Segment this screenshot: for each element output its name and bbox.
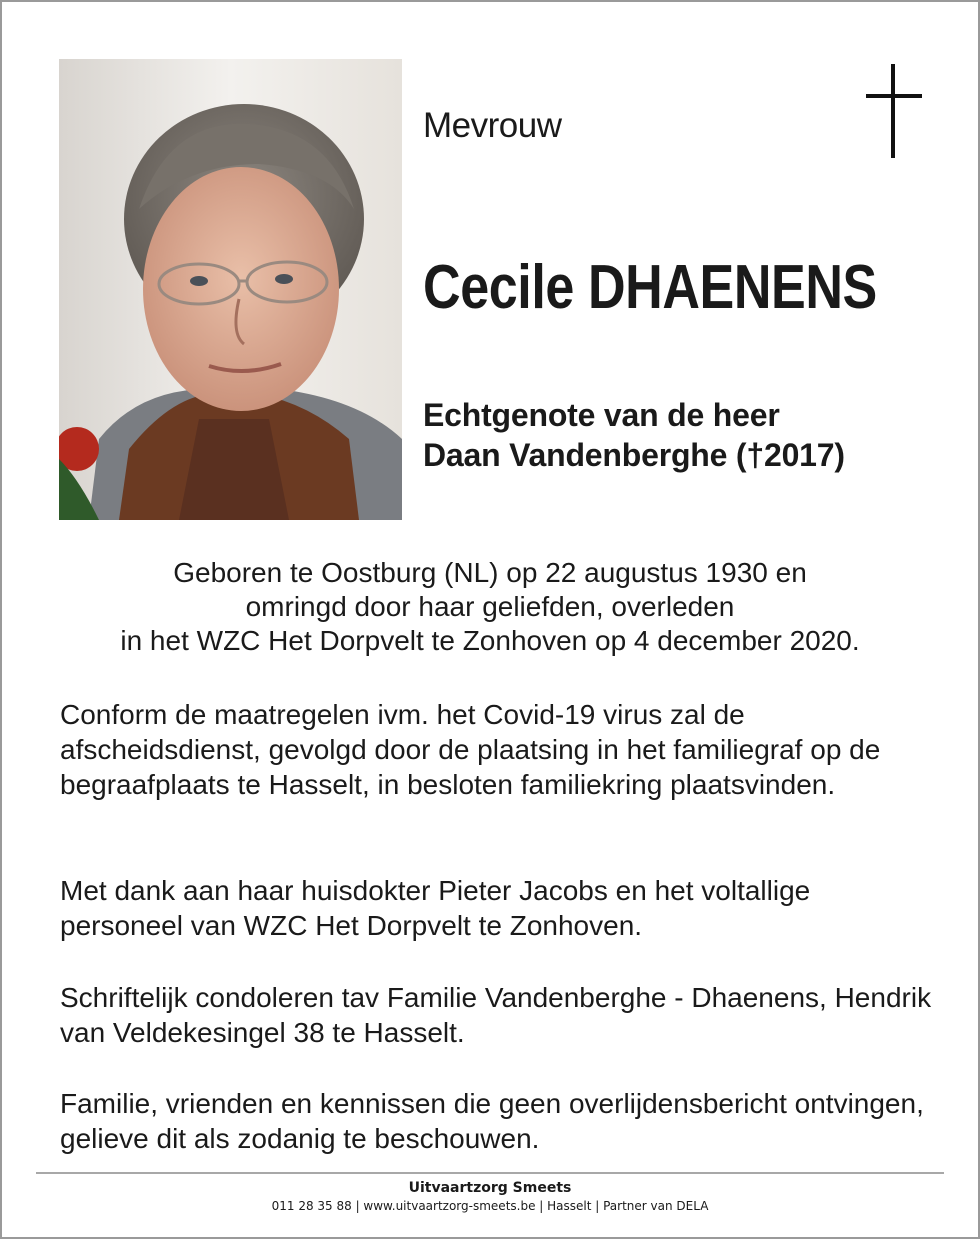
- salutation: Mevrouw: [423, 106, 562, 145]
- spouse-line-1: Echtgenote van de heer: [423, 397, 780, 433]
- birth-death-info: [40, 556, 940, 658]
- birth-line-2: omringd door haar geliefden, overleden: [245, 591, 735, 622]
- spouse-line-2: Daan Vandenberghe (†2017): [423, 437, 845, 473]
- birth-line-3: in het WZC Het Dorpvelt te Zonhoven op 4 december 2020.: [120, 625, 860, 656]
- condolence-paragraph: Schriftelijk condoleren tav Familie Vandenberghe - Dhaenens, Hendrik van Veldekesingel 38 te Hasselt.: [60, 982, 932, 1048]
- spouse-info: [423, 395, 845, 475]
- thanks-paragraph: Met dank aan haar huisdokter Pieter Jacobs en het voltallige personeel van WZC Het Dorpvelt te Zonhoven.: [60, 875, 811, 941]
- cross-icon: [866, 64, 922, 158]
- footer-divider: [36, 1172, 944, 1174]
- footer-contact: 011 28 35 88 | www.uitvaartzorg-smeets.be | Hasselt | Partner van DELA: [271, 1199, 709, 1213]
- footer-company: Uitvaartzorg Smeets: [408, 1180, 572, 1196]
- deceased-name: Cecile DHAENENS: [423, 253, 877, 322]
- funeral-paragraph: Conform de maatregelen ivm. het Covid-19 virus zal de afscheidsdienst, gevolgd door de plaatsing in het familiegraf op de begraafplaats te Hasselt, in besloten familiekring plaatsvinden.: [60, 699, 881, 800]
- portrait-photo: [59, 59, 402, 520]
- notice-paragraph: Familie, vrienden en kennissen die geen overlijdensbericht ontvingen, gelieve dit als zodanig te beschouwen.: [60, 1088, 924, 1154]
- birth-line-1: Geboren te Oostburg (NL) op 22 augustus 1930 en: [173, 557, 807, 588]
